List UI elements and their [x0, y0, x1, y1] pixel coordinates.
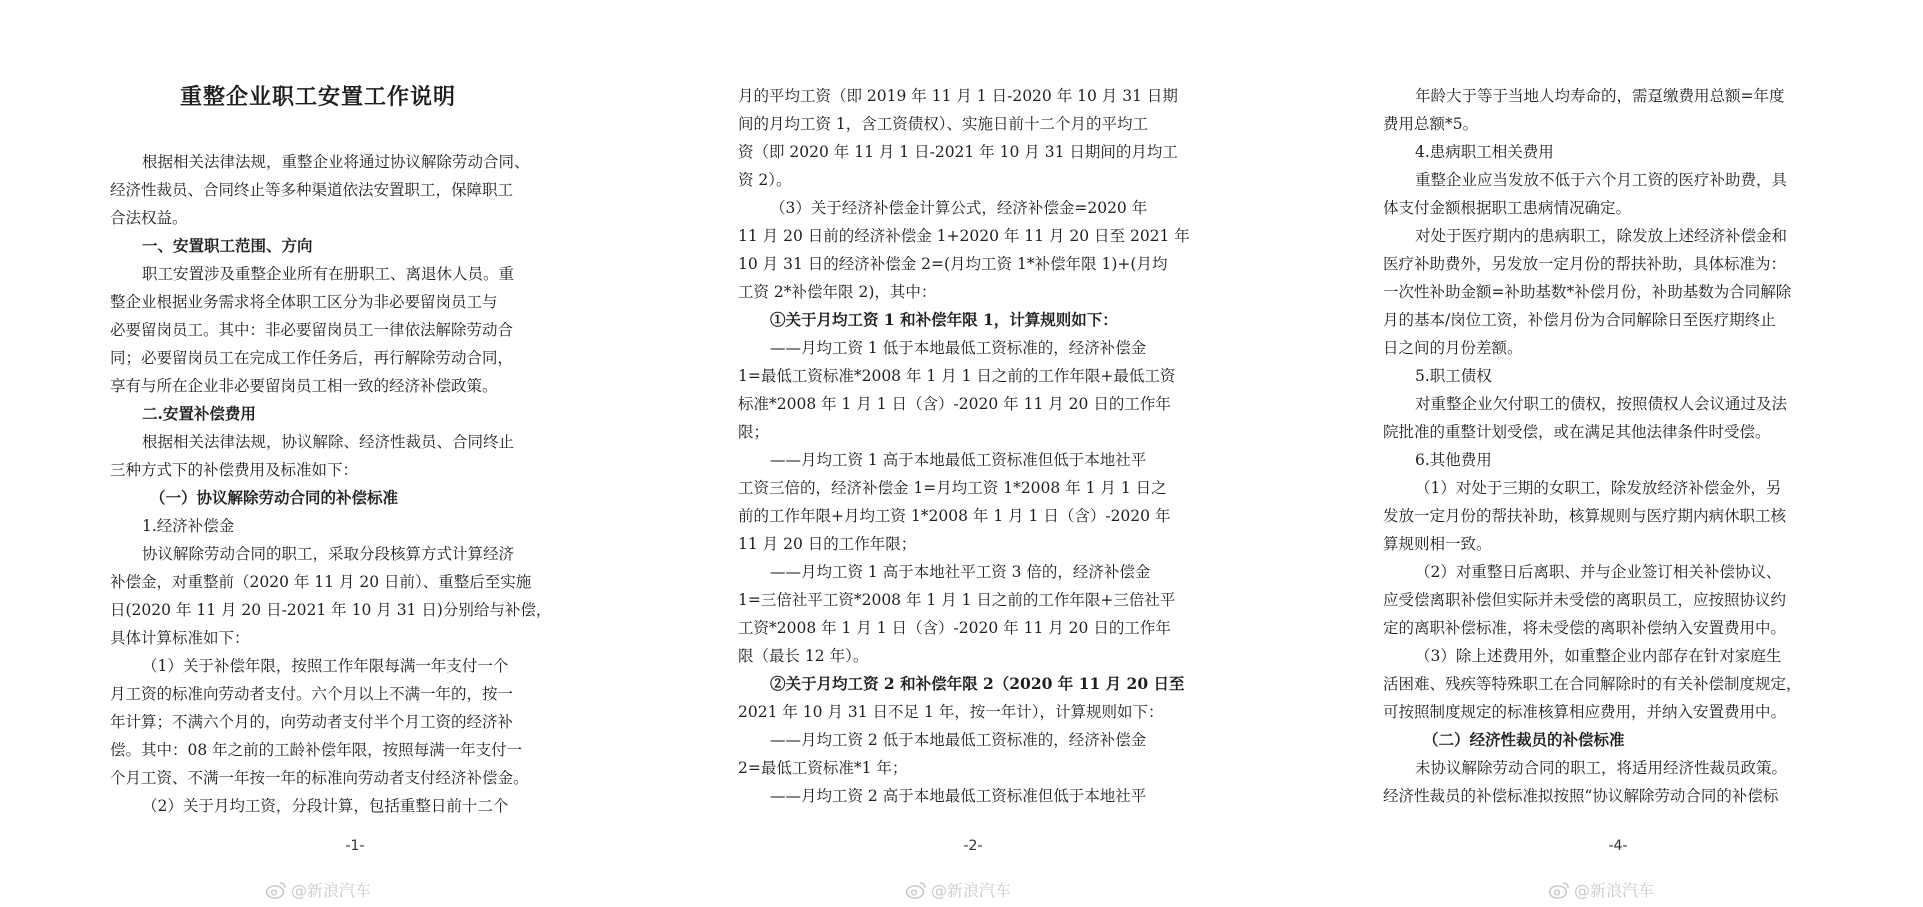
text-line: 经济性裁员、合同终止等多种渠道依法安置职工，保障职工: [110, 181, 514, 199]
text-line: 一次性补助金额=补助基数*补偿月份，补助基数为合同解除: [1383, 283, 1792, 301]
text-line: 日(2020 年 11 月 20 日-2021 年 10 月 31 日)分别给与补偿，: [110, 601, 552, 619]
section-heading: ②关于月均工资 2 和补偿年限 2（2020 年 11 月 20 日至: [770, 674, 1185, 693]
text-line: 根据相关法律法规，协议解除、经济性裁员、合同终止: [142, 433, 515, 451]
section-heading: 二.安置补偿费用: [142, 404, 256, 423]
document-page-2: [738, 0, 1208, 907]
text-line: （1）对处于三期的女职工，除发放经济补偿金外，另: [1415, 479, 1782, 497]
text-line: 可按照制度规定的标准核算相应费用，并纳入安置费用中。: [1383, 703, 1787, 721]
section-heading: 一、安置职工范围、方向: [142, 236, 313, 255]
weibo-icon: [1548, 880, 1570, 900]
text-line: 活困难、残疾等特殊职工在合同解除时的有关补偿制度规定，: [1383, 675, 1802, 693]
text-line: 职工安置涉及重整企业所有在册职工、离退休人员。重: [142, 265, 515, 283]
text-line: 工资*2008 年 1 月 1 日（含）-2020 年 11 月 20 日的工作年: [738, 619, 1171, 637]
text-line: 偿。其中：08 年之前的工龄补偿年限，按照每满一年支付一: [110, 741, 523, 759]
watermark: [905, 878, 1011, 901]
text-line: 前的工作年限+月均工资 1*2008 年 1 月 1 日（含）-2020 年: [738, 507, 1171, 525]
text-line: ——月均工资 1 高于本地最低工资标准但低于本地社平: [770, 451, 1147, 469]
text-line: 1=最低工资标准*2008 年 1 月 1 日之前的工作年限+最低工资: [738, 367, 1176, 385]
text-line: （1）关于补偿年限，按照工作年限每满一年支付一个: [142, 657, 509, 675]
text-line: 必要留岗员工。其中：非必要留岗员工一律依法解除劳动合: [110, 321, 514, 339]
text-line: 整企业根据业务需求将全体职工区分为非必要留岗员工与: [110, 293, 498, 311]
text-line: 补偿金，对重整前（2020 年 11 月 20 日前）、重整后至实施: [110, 573, 532, 591]
text-line: 标准*2008 年 1 月 1 日（含）-2020 年 11 月 20 日的工作年: [738, 395, 1171, 413]
text-line: 1=三倍社平工资*2008 年 1 月 1 日之前的工作年限+三倍社平: [738, 591, 1176, 609]
page-body: [1383, 82, 1853, 810]
text-line: 对处于医疗期内的患病职工，除发放上述经济补偿金和: [1415, 227, 1788, 245]
text-line: 三种方式下的补偿费用及标准如下：: [110, 461, 359, 479]
text-line: ——月均工资 2 低于本地最低工资标准的，经济补偿金: [770, 731, 1147, 749]
text-line: 5.职工债权: [1415, 367, 1492, 385]
text-line: 定的离职补偿标准，将未受偿的离职补偿纳入安置费用中。: [1383, 619, 1787, 637]
text-line: 经济性裁员的补偿标准拟按照“协议解除劳动合同的补偿标: [1383, 787, 1779, 805]
page-number: -1-: [345, 838, 365, 854]
text-line: 体支付金额根据职工患病情况确定。: [1383, 199, 1632, 217]
text-line: ——月均工资 2 高于本地最低工资标准但低于本地社平: [770, 787, 1147, 805]
section-heading: （一）协议解除劳动合同的补偿标准: [150, 488, 399, 507]
text-line: 2021 年 10 月 31 日不足 1 年，按一年计），计算规则如下：: [738, 703, 1164, 721]
text-line: 年龄大于等于当地人均寿命的，需趸缴费用总额=年度: [1415, 87, 1785, 105]
text-line: 日之间的月份差额。: [1383, 339, 1523, 357]
weibo-icon: [265, 880, 287, 900]
text-line: 6.其他费用: [1415, 451, 1492, 469]
watermark-text: @新浪汽车: [931, 881, 1012, 900]
page-number: -2-: [963, 838, 983, 854]
page-body: [110, 148, 600, 820]
watermark-text: @新浪汽车: [291, 881, 372, 900]
text-line: 资（即 2020 年 11 月 1 日-2021 年 10 月 31 日期间的月均工: [738, 143, 1178, 161]
text-line: 间的月均工资 1，含工资债权）、实施日前十二个月的平均工: [738, 115, 1149, 133]
page-body: [738, 82, 1208, 810]
text-line: 协议解除劳动合同的职工，采取分段核算方式计算经济: [142, 545, 515, 563]
text-line: 1.经济补偿金: [142, 517, 235, 535]
text-line: 年计算；不满六个月的，向劳动者支付半个月工资的经济补: [110, 713, 514, 731]
text-line: （2）关于月均工资，分段计算，包括重整日前十二个: [142, 797, 509, 815]
text-line: 医疗补助费外，另发放一定月份的帮扶补助，具体标准为：: [1383, 255, 1787, 273]
text-line: （3）除上述费用外，如重整企业内部存在针对家庭生: [1415, 647, 1782, 665]
text-line: 限；: [738, 423, 770, 441]
text-line: 应受偿离职补偿但实际并未受偿的离职员工，应按照协议约: [1383, 591, 1787, 609]
text-line: 同；必要留岗员工在完成工作任务后，再行解除劳动合同，: [110, 349, 514, 367]
text-line: 享有与所在企业非必要留岗员工相一致的经济补偿政策。: [110, 377, 498, 395]
text-line: ——月均工资 1 低于本地最低工资标准的，经济补偿金: [770, 339, 1147, 357]
text-line: 未协议解除劳动合同的职工，将适用经济性裁员政策。: [1415, 759, 1788, 777]
section-heading: （二）经济性裁员的补偿标准: [1423, 730, 1625, 749]
text-line: 重整企业应当发放不低于六个月工资的医疗补助费，具: [1415, 171, 1788, 189]
text-line: 合法权益。: [110, 209, 188, 227]
text-line: 院批准的重整计划受偿，或在满足其他法律条件时受偿。: [1383, 423, 1771, 441]
text-line: 10 月 31 日的经济补偿金 2=(月均工资 1*补偿年限 1)+(月均: [738, 255, 1168, 273]
section-heading: ①关于月均工资 1 和补偿年限 1，计算规则如下：: [770, 310, 1118, 329]
text-line: ——月均工资 1 高于本地社平工资 3 倍的，经济补偿金: [770, 563, 1151, 581]
text-line: 工资三倍的，经济补偿金 1=月均工资 1*2008 年 1 月 1 日之: [738, 479, 1167, 497]
watermark: [265, 878, 371, 901]
text-line: 个月工资、不满一年按一年的标准向劳动者支付经济补偿金。: [110, 769, 529, 787]
text-line: （2）对重整日后离职、并与企业签订相关补偿协议、: [1415, 563, 1782, 581]
text-line: 根据相关法律法规，重整企业将通过协议解除劳动合同、: [142, 153, 530, 171]
page-number: -4-: [1608, 838, 1628, 854]
text-line: 4.患病职工相关费用: [1415, 143, 1554, 161]
text-line: 2=最低工资标准*1 年；: [738, 759, 908, 777]
text-line: 资 2）。: [738, 171, 792, 189]
text-line: 具体计算标准如下：: [110, 629, 250, 647]
text-line: 11 月 20 日的工作年限；: [738, 535, 917, 553]
watermark: [1548, 878, 1654, 901]
text-line: 算规则相一致。: [1383, 535, 1492, 553]
text-line: 11 月 20 日前的经济补偿金 1+2020 年 11 月 20 日至 2021 年: [738, 227, 1190, 245]
text-line: 月工资的标准向劳动者支付。六个月以上不满一年的，按一: [110, 685, 514, 703]
document-page-1: [110, 0, 600, 907]
document-page-3: [1383, 0, 1853, 907]
text-line: 发放一定月份的帮扶补助，核算规则与医疗期内病休职工核: [1383, 507, 1787, 525]
weibo-icon: [905, 880, 927, 900]
text-line: 月的平均工资（即 2019 年 11 月 1 日-2020 年 10 月 31 日期: [738, 87, 1178, 105]
watermark-text: @新浪汽车: [1574, 881, 1655, 900]
text-line: （3）关于经济补偿金计算公式，经济补偿金=2020 年: [770, 199, 1148, 217]
text-line: 月的基本/岗位工资，补偿月份为合同解除日至医疗期终止: [1383, 311, 1776, 329]
text-line: 费用总额*5。: [1383, 115, 1479, 133]
text-line: 工资 2*补偿年限 2)，其中：: [738, 283, 937, 301]
text-line: 限（最长 12 年）。: [738, 647, 869, 665]
text-line: 对重整企业欠付职工的债权，按照债权人会议通过及法: [1415, 395, 1788, 413]
document-title: 重整企业职工安置工作说明: [180, 84, 457, 110]
